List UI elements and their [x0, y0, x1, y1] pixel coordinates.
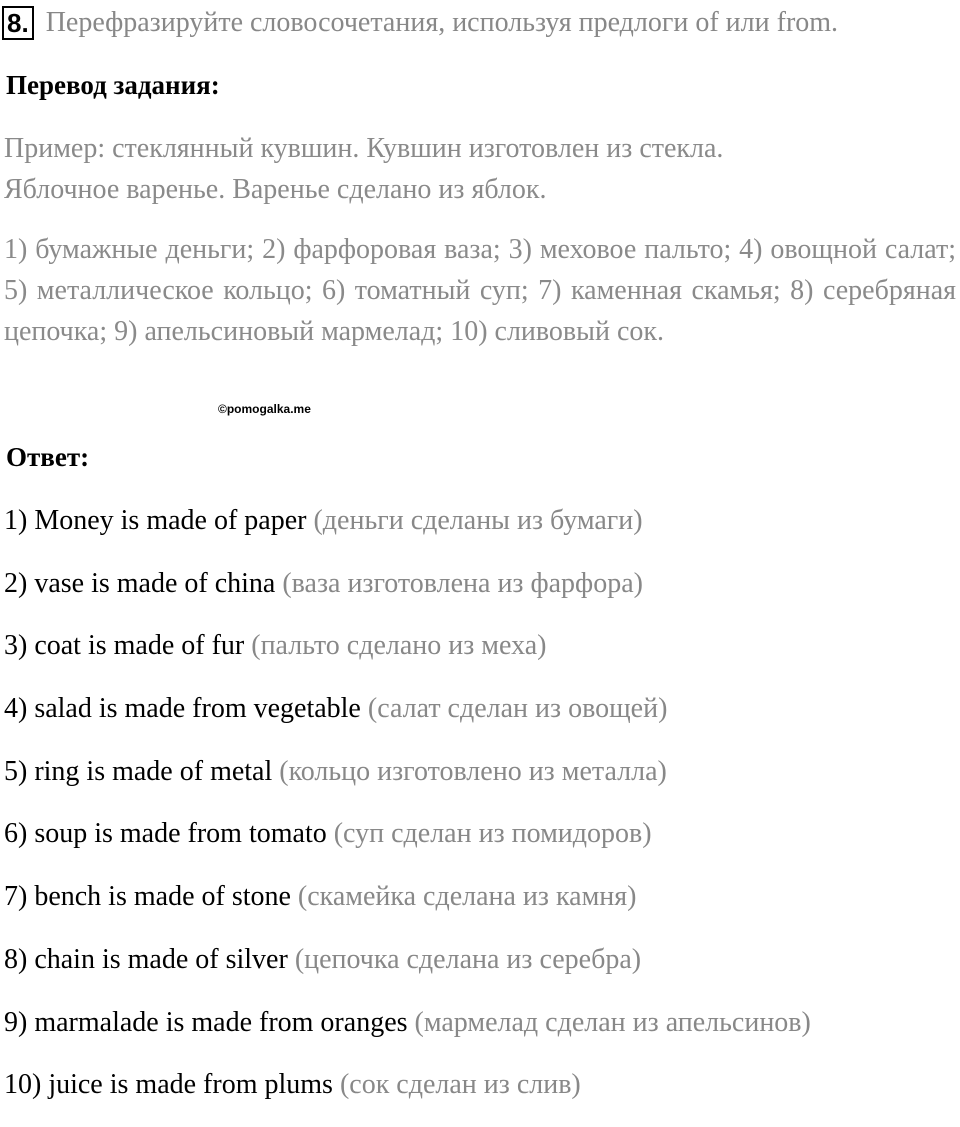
answer-item [4, 1064, 811, 1127]
answer-item [4, 688, 811, 751]
answer-english: 8) chain is made of silver [4, 943, 288, 975]
watermark: ©pomogalka.me [218, 402, 311, 416]
answer-list [4, 500, 811, 1127]
answer-russian: (суп сделан из помидоров) [333, 818, 652, 850]
translation-phrases: 1) бумажные деньги; 2) фарфоровая ваза; 3) меховое пальто; 4) овощной салат; 5) металлическое кольцо; 6) томатный суп; 7) каменная скамья; 8) серебряная цепочка; 9) апельсиновый мармелад; 10) сливовый сок. [4, 234, 956, 347]
answer-russian: (деньги сделаны из бумаги) [313, 505, 643, 536]
answer-item [4, 876, 811, 939]
answer-heading: Ответ: [6, 442, 90, 472]
answer-russian: (кольцо изготовлено из металла) [279, 755, 667, 787]
answer-russian: (ваза изготовлена из фарфора) [282, 567, 643, 599]
task-header [2, 4, 838, 42]
translation-example [4, 128, 960, 210]
answer-english: 9) marmalade is made from oranges [4, 1006, 408, 1038]
task-instruction: Перефразируйте словосочетания, используя предлоги of или from. [45, 7, 839, 38]
answer-item [4, 813, 811, 876]
answer-russian: (салат сделан из овощей) [367, 693, 668, 725]
answer-item [4, 751, 811, 814]
answer-item [4, 939, 811, 1002]
answer-english: 1) Money is made of paper [4, 505, 307, 536]
answer-english: 2) vase is made of china [4, 567, 276, 599]
answer-english: 10) juice is made from plums [4, 1069, 333, 1101]
answer-english: 4) salad is made from vegetable [4, 693, 361, 725]
answer-item [4, 500, 811, 563]
answer-item [4, 1002, 811, 1065]
translation-heading: Перевод задания: [6, 70, 220, 100]
answer-item [4, 563, 811, 626]
answer-english: 6) soup is made from tomato [4, 818, 327, 850]
answer-english: 5) ring is made of metal [4, 755, 273, 787]
task-number-badge: 8. [2, 6, 34, 40]
example-line-1: Пример: стеклянный кувшин. Кувшин изготовлен из стекла. [4, 133, 724, 164]
answer-item [4, 625, 811, 688]
answer-russian: (мармелад сделан из апельсинов) [414, 1006, 811, 1038]
answer-russian: (сок сделан из слив) [339, 1069, 581, 1101]
answer-english: 3) coat is made of fur [4, 630, 245, 662]
answer-russian: (скамейка сделана из камня) [297, 881, 637, 913]
example-line-2: Яблочное варенье. Варенье сделано из яблок. [4, 174, 547, 205]
answer-english: 7) bench is made of stone [4, 881, 291, 913]
answer-russian: (пальто сделано из меха) [251, 630, 547, 662]
answer-russian: (цепочка сделана из серебра) [294, 943, 642, 975]
